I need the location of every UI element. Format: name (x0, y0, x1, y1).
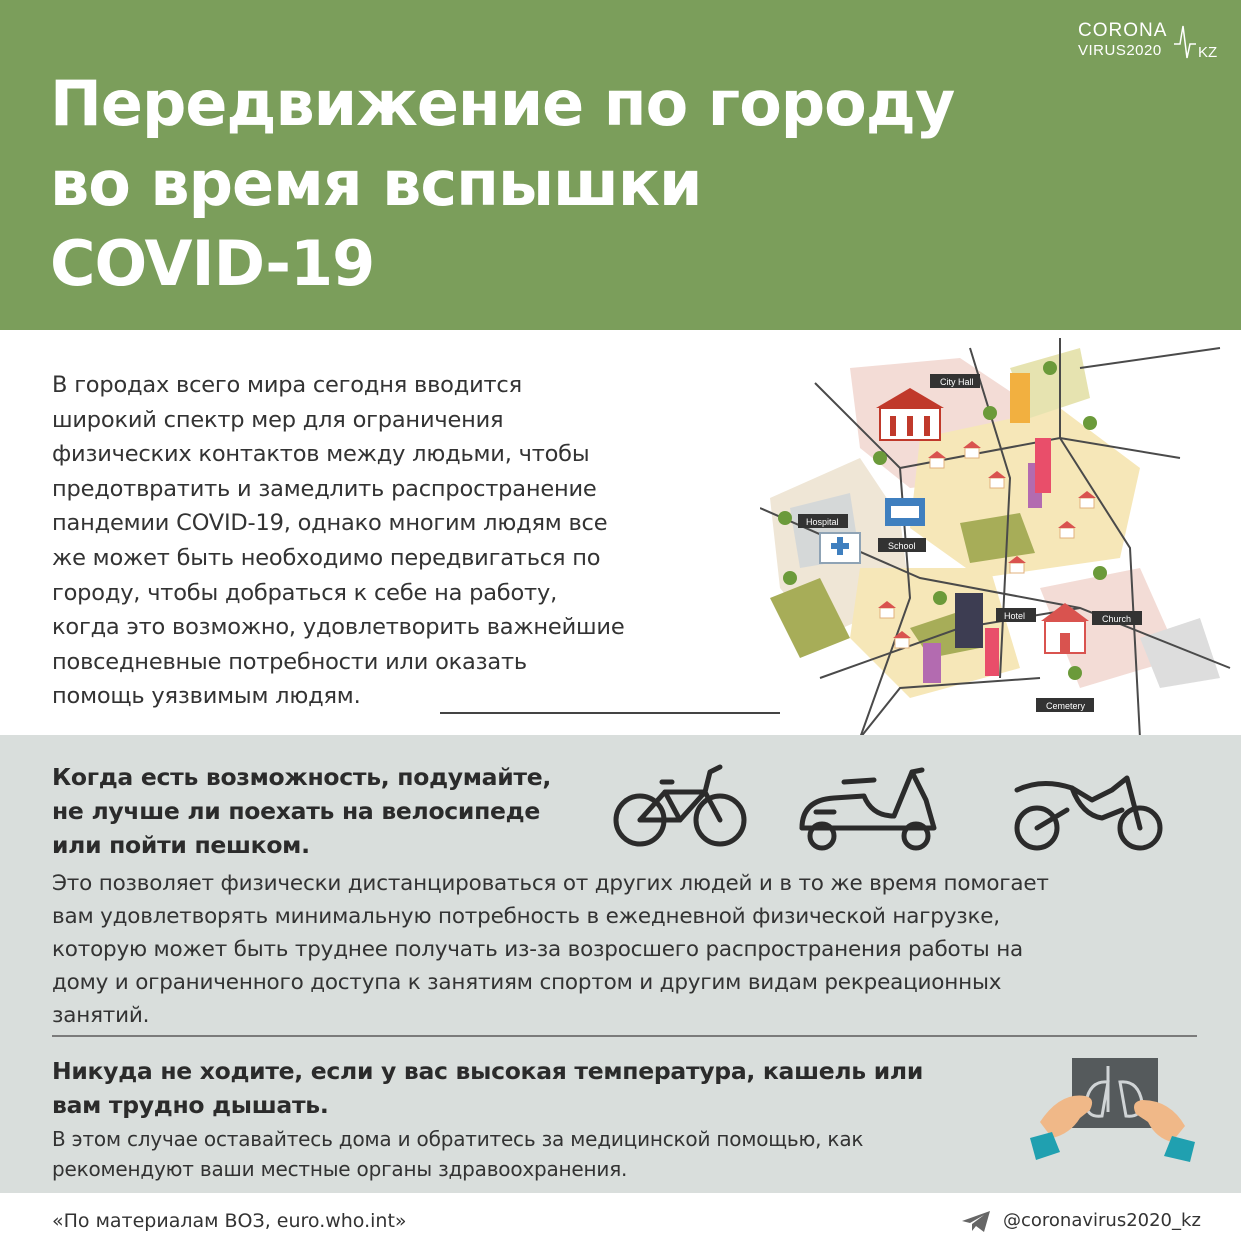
fever-body-line: рекомендуют ваши местные органы здравоохранения. (52, 1157, 628, 1181)
fever-heading-line: Никуда не ходите, если у вас высокая температура, кашель или (52, 1057, 923, 1085)
intro-line: предотвратить и замедлить распространение (52, 475, 597, 502)
scooter-icon (794, 760, 942, 852)
bike-heading-line: или пойти пешком. (52, 831, 310, 859)
bike-heading (52, 760, 612, 862)
intro-line: повседневные потребности или оказать (52, 648, 527, 675)
intro-line: же может быть необходимо передвигаться по (52, 544, 601, 571)
bike-body-line: вам удовлетворять минимальную потребность в ежедневной физической нагрузке, (52, 904, 1000, 929)
logo-suffix: KZ (1198, 44, 1218, 61)
map-label-city-hall: City Hall (940, 377, 974, 387)
intro-line: широкий спектр мер для ограничения (52, 406, 504, 433)
intro-line: помощь уязвимым людям. (52, 683, 361, 710)
intro-paragraph (52, 368, 742, 714)
bike-body-line: которую может быть труднее получать из-за возросшего распространения работы на (52, 937, 1024, 962)
map-label-cemetery: Cemetery (1046, 701, 1086, 711)
section-divider (52, 1035, 1197, 1037)
logo-line2: VIRUS2020 (1078, 42, 1162, 59)
logo-line1: CORONA (1078, 20, 1168, 41)
telegram-handle[interactable]: @coronavirus2020_kz (1003, 1210, 1201, 1231)
bike-heading-line: не лучше ли поехать на велосипеде (52, 797, 540, 825)
source-credit: «По материалам ВОЗ, euro.who.int» (52, 1210, 407, 1232)
fever-heading-line: вам трудно дышать. (52, 1091, 329, 1119)
intro-line: когда это возможно, удовлетворить важнейшие (52, 614, 625, 641)
intro-line: В городах всего мира сегодня вводится (52, 372, 522, 398)
motorcycle-icon (1012, 770, 1167, 855)
bicycle-icon (610, 762, 750, 852)
map-label-hospital: Hospital (806, 517, 839, 527)
bike-body-line: дому и ограниченного доступа к занятиям спортом и другим видам рекреационных (52, 970, 1002, 995)
title-line: во время вспышки (50, 147, 702, 220)
fever-heading (52, 1054, 1012, 1122)
intro-line: пандемии COVID-19, однако многим людям все (52, 510, 608, 537)
pulse-icon (1174, 20, 1224, 64)
bike-body (52, 867, 1202, 1032)
header-banner (0, 0, 1241, 330)
lung-xray-icon (1030, 1052, 1195, 1162)
fever-body-line: В этом случае оставайтесь дома и обратитесь за медицинской помощью, как (52, 1127, 864, 1151)
city-map-illustration (760, 338, 1240, 738)
fever-body (52, 1124, 1012, 1184)
map-label-school: School (888, 541, 916, 551)
intro-underline (440, 712, 780, 714)
title-line: COVID-19 (50, 227, 375, 300)
page-title (50, 64, 954, 304)
telegram-icon (962, 1211, 992, 1233)
bike-body-line: занятий. (52, 1003, 150, 1028)
map-label-church: Church (1102, 614, 1132, 624)
bike-body-line: Это позволяет физически дистанцироваться от других людей и в то же время помогает (52, 871, 1049, 896)
coronavirus-logo (1078, 20, 1223, 64)
bike-heading-line: Когда есть возможность, подумайте, (52, 763, 551, 791)
title-line: Передвижение по городу (50, 67, 955, 140)
intro-line: физических контактов между людьми, чтобы (52, 441, 590, 468)
intro-line: городу, чтобы добраться к себе на работу, (52, 579, 558, 606)
map-label-hotel: Hotel (1004, 611, 1026, 621)
